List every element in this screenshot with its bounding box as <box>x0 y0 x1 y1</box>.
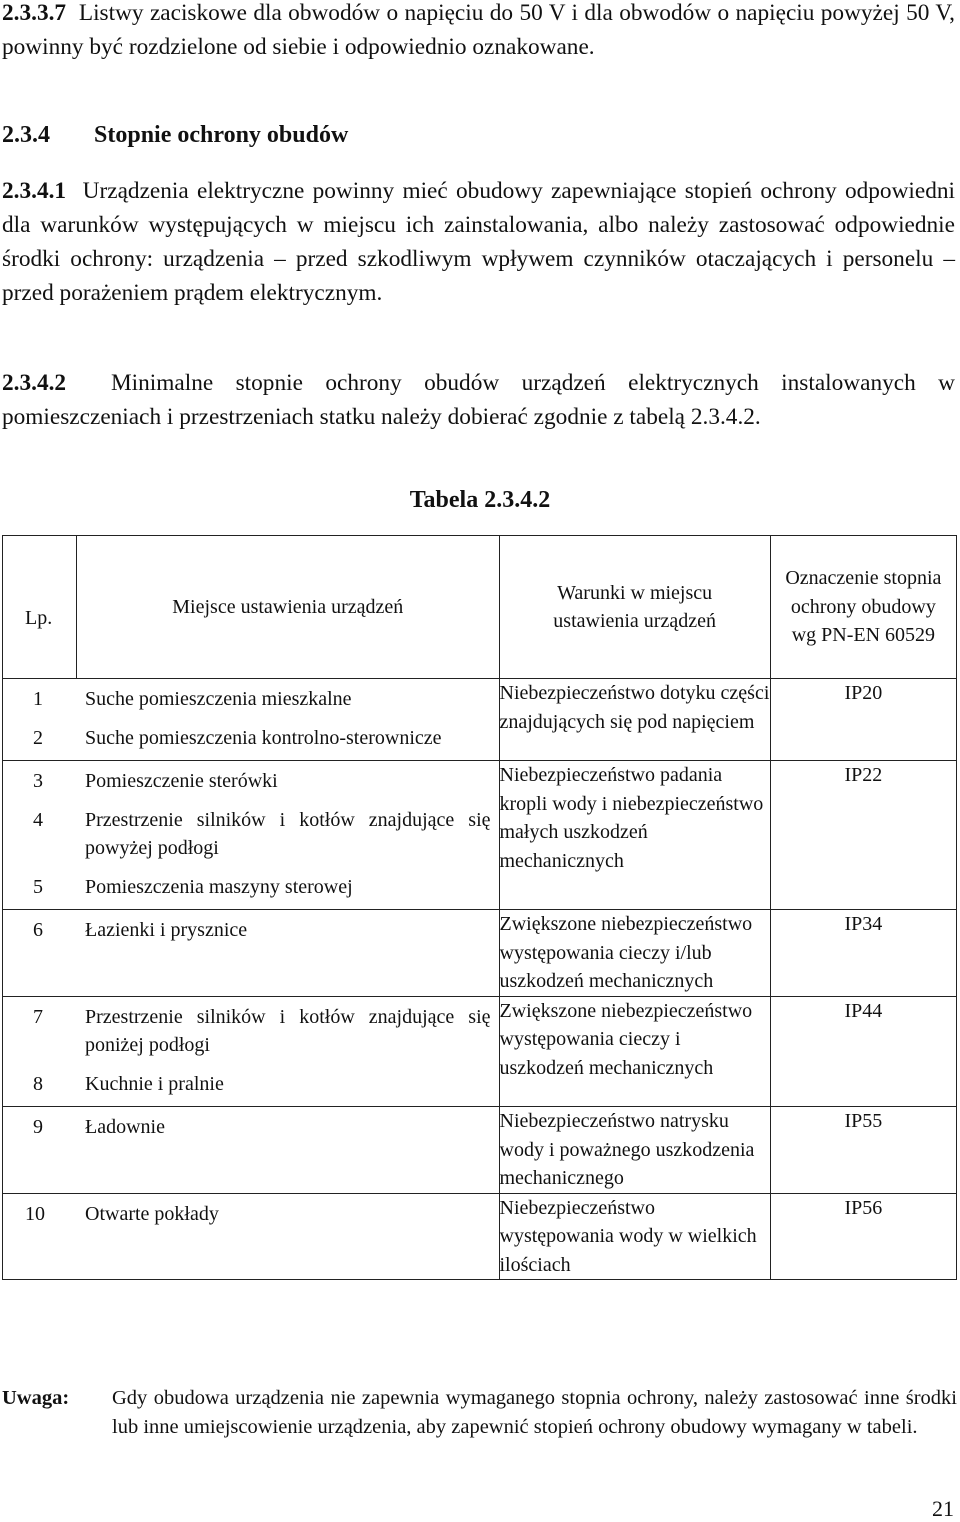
row-number: 7 <box>33 1005 43 1028</box>
conditions-cell: Niebezpieczeństwo dotyku części znajdujących się pod napięciem <box>499 679 770 761</box>
list-item <box>3 724 499 753</box>
conditions-cell: Zwiększone niebezpieczeństwo występowania cieczy i/lub uszkodzeń mechanicznych <box>499 910 770 997</box>
page-number: 21 <box>932 1496 954 1521</box>
place-name: Suche pomieszczenia mieszkalne <box>85 688 352 710</box>
conditions-cell: Niebezpieczeństwo występowania wody w wielkich ilościach <box>499 1193 770 1280</box>
row-number: 1 <box>33 688 43 710</box>
list-item <box>3 873 499 902</box>
section-heading-2-3-4 <box>2 118 348 152</box>
row-number: 6 <box>33 919 43 941</box>
place-name: Otwarte pokłady <box>85 1202 219 1225</box>
ip-code-cell: IP44 <box>770 996 956 1107</box>
place-cell <box>3 1193 500 1280</box>
place-cell <box>3 996 500 1107</box>
place-name: Łazienki i prysznice <box>85 919 248 941</box>
place-cell <box>3 1107 500 1194</box>
list-item <box>3 1003 499 1060</box>
paragraph-2-3-4-2 <box>2 366 955 434</box>
header-code-text: Oznaczenie stopnia ochrony obudowy wg PN-EN 60529 <box>785 567 942 647</box>
row-number: 9 <box>33 1116 43 1138</box>
paragraph-text: Listwy zaciskowe dla obwodów o napięciu do 50 V i dla obwodów o napięciu powyżej 50 V, powinny być rozdzielone od siebie i odpowiednio oznakowane. <box>2 0 955 60</box>
list-item <box>3 1200 499 1229</box>
place-cell <box>3 679 500 761</box>
place-name: Ładownie <box>85 1116 165 1138</box>
row-number: 5 <box>33 875 43 898</box>
place-name: Suche pomieszczenia kontrolno-sterownicze <box>85 726 442 749</box>
row-number: 3 <box>33 770 43 792</box>
ip-code-cell: IP55 <box>770 1107 956 1194</box>
paragraph-number: 2.3.3.7 <box>2 0 67 26</box>
conditions-cell: Niebezpieczeństwo padania kropli wody i niebezpieczeństwo małych uszkodzeń mechanicznych <box>499 761 770 910</box>
place-cell <box>3 910 500 997</box>
heading-number: 2.3.4 <box>2 122 50 148</box>
list-item <box>3 685 499 714</box>
table-row <box>3 910 957 997</box>
conditions-cell: Niebezpieczeństwo natrysku wody i poważnego uszkodzenia mechanicznego <box>499 1107 770 1194</box>
paragraph-text: Urządzenia elektryczne powinny mieć obudowy zapewniające stopień ochrony odpowiedni dla warunków występujących w miejscu ich zainstalowania, albo należy zastosować odpowiednie środki ochrony: urządzenia – przed szkodliwym wpływem czynników otaczających i personelu – przed porażeniem prądem elektrycznym. <box>2 178 955 306</box>
place-name: Pomieszczenia maszyny sterowej <box>85 875 353 898</box>
row-number: 2 <box>33 726 43 749</box>
remark-label: Uwaga: <box>2 1387 70 1409</box>
row-number: 8 <box>33 1072 43 1095</box>
ip-code-cell: IP56 <box>770 1193 956 1280</box>
header-conditions-text: Warunki w miejscu ustawienia urządzeń <box>553 581 716 632</box>
header-conditions <box>499 536 770 679</box>
table-row <box>3 996 957 1107</box>
ip-code-cell: IP34 <box>770 910 956 997</box>
table-header-row <box>3 536 957 679</box>
protection-degree-table <box>2 535 957 1280</box>
paragraph-number: 2.3.4.2 <box>2 370 67 396</box>
conditions-cell: Zwiększone niebezpieczeństwo występowania cieczy i uszkodzeń mechanicznych <box>499 996 770 1107</box>
ip-code-cell: IP20 <box>770 679 956 761</box>
header-place: Miejsce ustawienia urządzeń <box>77 536 499 679</box>
place-name: Pomieszczenie sterówki <box>85 770 278 792</box>
place-name: Przestrzenie silników i kotłów znajdujące się powyżej podłogi <box>85 808 491 859</box>
place-name: Kuchnie i pralnie <box>85 1072 224 1095</box>
remark-text: Gdy obudowa urządzenia nie zapewnia wymaganego stopnia ochrony, należy zastosować inne środki lub inne umiejscowienie urządzenia, aby zapewnić stopień ochrony obudowy wymagany w tabeli. <box>112 1387 957 1438</box>
heading-title: Stopnie ochrony obudów <box>94 122 349 148</box>
ip-code-cell: IP22 <box>770 761 956 910</box>
list-item <box>3 806 499 863</box>
paragraph-number: 2.3.4.1 <box>2 178 67 204</box>
list-item <box>3 1113 499 1142</box>
header-lp: Lp. <box>3 536 77 679</box>
list-item <box>3 1070 499 1099</box>
table-row <box>3 1107 957 1194</box>
paragraph-text: Minimalne stopnie ochrony obudów urządzeń elektrycznych instalowanych w pomieszczeniach i przestrzeniach statku należy dobierać zgodnie z tabelą 2.3.4.2. <box>2 370 956 430</box>
table-title: Tabela 2.3.4.2 <box>409 487 551 513</box>
place-cell <box>3 761 500 910</box>
paragraph-2-3-4-1 <box>2 174 955 310</box>
table-row <box>3 761 957 910</box>
row-number: 10 <box>25 1202 45 1225</box>
list-item <box>3 916 499 945</box>
table-row <box>3 679 957 761</box>
paragraph-2-3-3-7 <box>2 0 955 64</box>
list-item <box>3 767 499 796</box>
header-code <box>770 536 956 679</box>
table-row <box>3 1193 957 1280</box>
row-number: 4 <box>33 808 43 831</box>
place-name: Przestrzenie silników i kotłów znajdujące się poniżej podłogi <box>85 1005 491 1056</box>
